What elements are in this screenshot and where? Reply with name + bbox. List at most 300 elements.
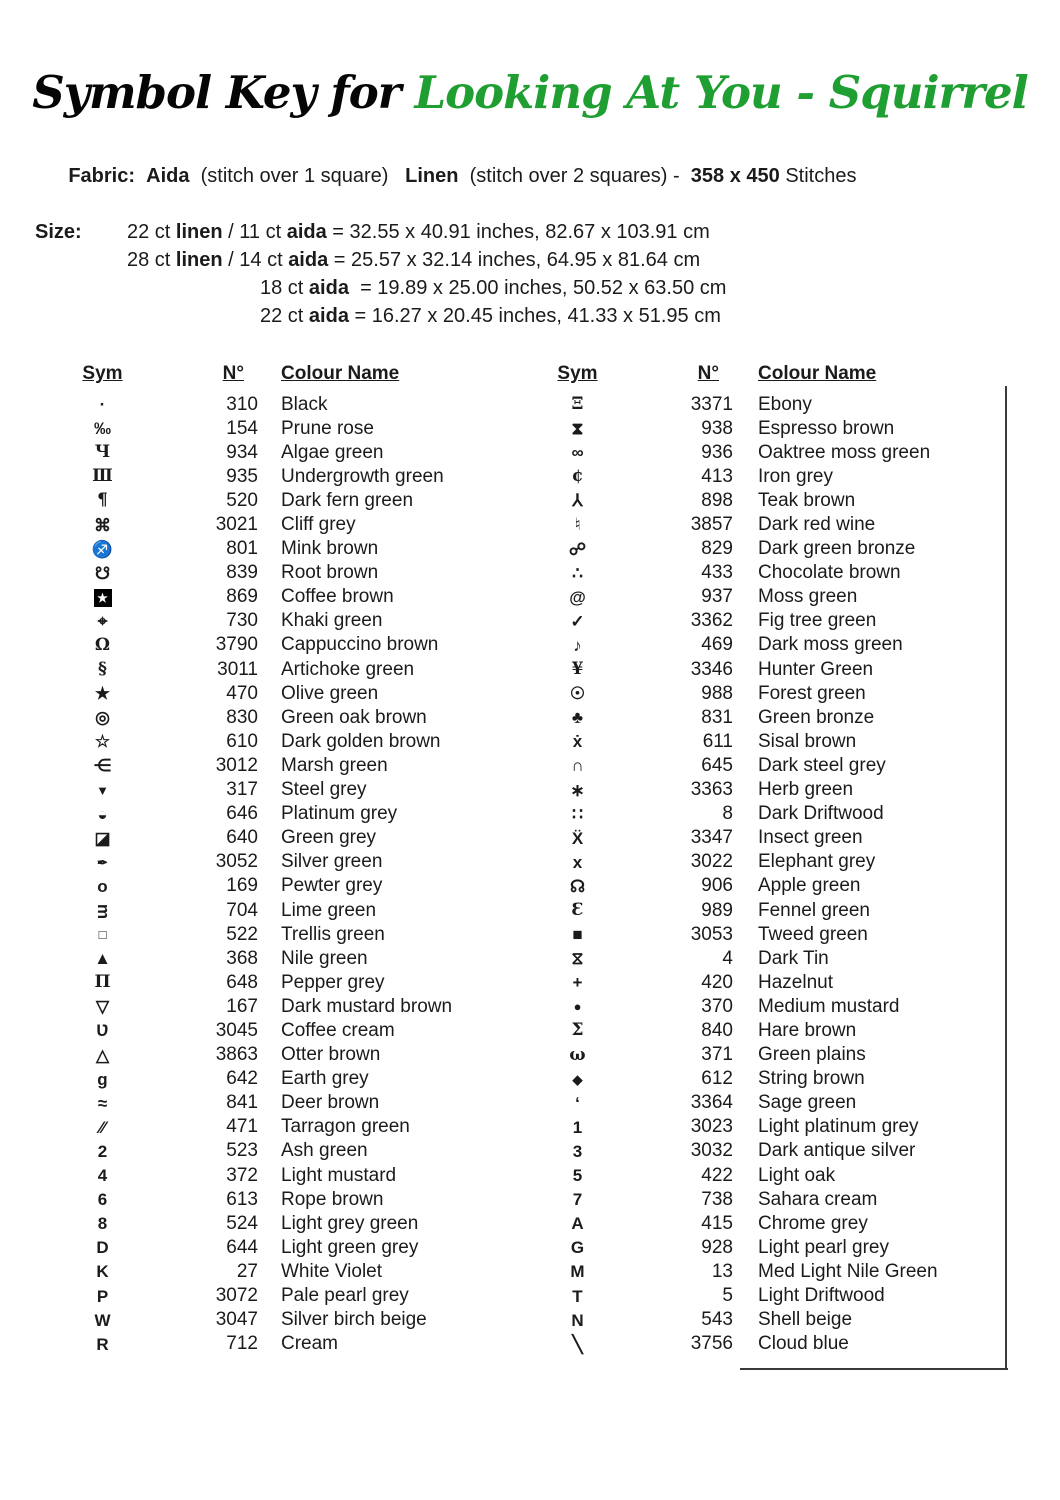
table-border-horizontal [740,1368,1008,1370]
colour-name-cell: Black [281,393,328,415]
number-cell: 3045 [215,1019,258,1041]
symbol-cell: § [98,659,107,680]
key-row [555,513,1007,537]
pattern-meta [35,134,1060,330]
key-row [555,923,1007,947]
colour-name-cell: Prune rose [281,417,374,439]
number-cell: 640 [226,827,258,849]
colour-name-cell: White Violet [281,1260,383,1282]
colour-name-cell: Hare brown [758,1019,857,1041]
symbol-cell: M [570,1262,585,1282]
number-cell: 371 [701,1044,733,1066]
column-header-sym: Sym [557,363,598,384]
key-row [555,393,1007,417]
symbol-cell: K [96,1262,109,1282]
colour-name-cell: Light grey green [281,1212,419,1234]
symbol-cell: ★ [94,684,111,704]
symbol-cell: △ [95,1045,110,1065]
number-cell: 611 [702,730,733,752]
number-cell: 3052 [215,851,258,873]
text-segment: 28 ct [127,248,176,271]
symbol-cell: ∗ [570,780,585,800]
key-rows-right [555,393,1007,1357]
symbol-cell: ◆ [572,1071,583,1087]
colour-name-cell: Green bronze [758,706,875,728]
size-line [127,274,1060,302]
symbol-cell: ♪ [573,635,582,655]
key-table-left [80,362,500,1357]
colour-name-cell: Rope brown [281,1188,384,1210]
key-row [80,706,500,730]
symbol-cell: ✒ [97,854,108,870]
colour-name-cell: Artichoke green [281,658,415,680]
symbol-cell: ∴ [572,563,583,583]
colour-name-cell: Green plains [758,1044,866,1066]
colour-name-cell: Oaktree moss green [758,441,931,463]
key-row [80,874,500,898]
number-cell: 422 [701,1164,733,1186]
colour-name-cell: Tweed green [758,923,868,945]
key-row [555,585,1007,609]
key-row [555,1164,1007,1188]
key-row [80,1260,500,1284]
key-row [555,898,1007,922]
number-cell: 3032 [690,1140,733,1162]
column-header-number: N° [222,362,244,384]
size-line [127,302,1060,330]
number-cell: 988 [701,682,733,704]
number-cell: 898 [701,489,733,511]
number-cell: 420 [701,971,733,993]
number-cell: 469 [701,634,733,656]
text-segment: = 19.89 x 25.00 inches, 50.52 x 63.50 cm [348,276,727,299]
symbol-cell: R [96,1334,109,1354]
colour-name-cell: Dark antique silver [758,1140,916,1162]
key-row [80,971,500,995]
number-cell: 829 [701,538,733,560]
number-cell: 5 [722,1285,733,1307]
number-cell: 3047 [215,1309,258,1331]
colour-name-cell: Forest green [758,682,866,704]
key-row [555,874,1007,898]
symbol-cell: ʻ [575,1093,580,1113]
key-row [555,1043,1007,1067]
key-row [555,417,1007,441]
number-cell: 935 [226,465,258,487]
symbol-cell: ¥ [571,659,584,680]
colour-name-cell: Cream [281,1333,339,1355]
colour-name-cell: Nile green [281,947,368,969]
number-cell: 413 [701,465,733,487]
colour-name-cell: Olive green [281,682,379,704]
text-segment: 22 ct [260,304,309,327]
colour-name-cell: Medium mustard [758,995,900,1017]
symbol-cell: ≈ [97,1093,108,1113]
symbol-cell: Ɛ [571,900,584,921]
key-row [80,1091,500,1115]
text-segment [135,165,146,187]
symbol-cell: ☆ [94,732,111,752]
key-row [80,1308,500,1332]
colour-name-cell: Light platinum grey [758,1116,919,1138]
symbol-cell: 7 [572,1190,583,1210]
key-row [80,754,500,778]
symbol-cell: W [94,1310,111,1330]
text-segment: = 16.27 x 20.45 inches, 41.33 x 51.95 cm [348,304,721,327]
number-cell: 3362 [690,610,733,632]
symbol-cell: ẋ [572,732,583,752]
key-row [80,850,500,874]
key-row [80,633,500,657]
symbol-cell: P [96,1286,109,1306]
colour-name-cell: Cappuccino brown [281,634,439,656]
key-row [80,513,500,537]
number-cell: 3011 [217,658,258,680]
number-cell: 370 [701,995,733,1017]
number-cell: 372 [226,1164,258,1186]
key-table-right [555,362,1007,1357]
text-segment: Linen [405,164,459,187]
number-cell: 648 [226,971,258,993]
colour-name-cell: Green grey [281,827,377,849]
key-row [555,658,1007,682]
colour-name-cell: Dark golden brown [281,730,441,752]
symbol-cell: A [571,1214,584,1234]
number-cell: 317 [226,779,258,801]
key-row [80,1139,500,1163]
symbol-cell: ∩ [571,756,584,776]
colour-name-cell: Fig tree green [758,610,877,632]
symbol-cell: ▽ [95,997,110,1017]
colour-name-cell: Teak brown [758,489,856,511]
colour-name-cell: Pepper grey [281,971,385,993]
key-row [555,971,1007,995]
key-row [80,995,500,1019]
number-cell: 3347 [690,827,733,849]
number-cell: 642 [226,1068,258,1090]
key-row [80,585,500,609]
colour-name-cell: Chrome grey [758,1212,868,1234]
text-segment: aida [308,276,349,299]
size-lines [127,218,1060,330]
number-cell: 3023 [690,1116,733,1138]
text-segment: aida [308,304,349,327]
number-cell: 167 [226,995,258,1017]
fabric-label: Fabric: [68,164,136,187]
key-row [555,754,1007,778]
symbol-cell: Ξ [571,394,584,415]
symbol-cell: ᴟ [97,901,108,921]
text-segment: Aida [146,164,190,187]
colour-name-cell: Apple green [758,875,861,897]
number-cell: 830 [226,706,258,728]
colour-name-cell: Chocolate brown [758,562,901,584]
key-row [555,1284,1007,1308]
number-cell: 523 [226,1140,258,1162]
colour-name-cell: Dark steel grey [758,754,886,776]
number-cell: 8 [722,803,733,825]
key-row [555,826,1007,850]
column-header-sym: Sym [82,363,123,384]
key-row [555,730,1007,754]
number-cell: 704 [226,899,258,921]
symbol-cell: G [570,1238,585,1258]
key-row [555,778,1007,802]
symbol-cell: 3 [572,1141,583,1161]
number-cell: 712 [226,1333,258,1355]
number-cell: 27 [236,1260,258,1282]
colour-name-cell: Root brown [281,562,379,584]
text-segment: 18 ct [260,276,309,299]
size-block [35,218,1060,330]
symbol-cell: Π [94,972,111,993]
key-row [80,441,500,465]
number-cell: 13 [711,1260,733,1282]
colour-name-cell: Coffee cream [281,1019,395,1041]
symbol-cell: ⌘ [94,515,111,535]
symbol-cell: Ʋ [96,1021,109,1041]
symbol-cell: 2 [97,1141,108,1161]
key-row [80,489,500,513]
number-cell: 644 [226,1236,258,1258]
number-cell: 3363 [690,779,733,801]
colour-name-cell: Tarragon green [281,1116,410,1138]
key-row [80,561,500,585]
colour-name-cell: Elephant grey [758,851,876,873]
symbol-cell: □ [98,927,107,943]
size-label: Size: [35,220,82,243]
colour-name-cell: Hunter Green [758,658,874,680]
colour-name-cell: Hazelnut [758,971,833,993]
colour-name-cell: Ash green [281,1140,368,1162]
colour-name-cell: Otter brown [281,1044,381,1066]
symbol-cell: ‰ [94,419,111,439]
fabric-line [35,134,1060,218]
colour-name-cell: Dark Tin [758,947,829,969]
key-row [555,1332,1007,1356]
symbol-cell: ◒ [97,804,108,824]
key-row [555,1188,1007,1212]
symbol-cell: x [572,852,583,872]
colour-name-cell: Deer brown [281,1092,380,1114]
symbol-cell: ⋲ [94,756,111,776]
symbol-cell: Ω [94,634,111,655]
colour-name-cell: Fennel green [758,899,870,921]
colour-name-cell: Dark fern green [281,489,414,511]
column-header-colour-name: Colour Name [281,362,400,384]
number-cell: 3346 [690,658,733,680]
number-cell: 730 [226,610,258,632]
symbol-cell: ♮ [574,514,581,535]
colour-name-cell: Dark mustard brown [281,995,453,1017]
key-row [80,802,500,826]
number-cell: 3857 [690,514,733,536]
symbol-cell: ♣ [571,708,584,728]
number-cell: 645 [701,754,733,776]
key-rows-left [80,393,500,1357]
key-row [80,1236,500,1260]
colour-name-cell: Light pearl grey [758,1236,889,1258]
symbol-cell: N [571,1310,584,1330]
symbol-cell: 6 [97,1190,108,1210]
key-row [80,609,500,633]
key-row [555,441,1007,465]
colour-name-cell: Pale pearl grey [281,1285,409,1307]
symbol-cell: ■ [572,925,583,945]
colour-name-cell: String brown [758,1068,865,1090]
key-row [80,826,500,850]
colour-name-cell: Lime green [281,899,377,921]
text-segment: (stitch over 2 squares) - [458,164,691,187]
colour-name-cell: Khaki green [281,610,383,632]
number-cell: 3790 [215,634,258,656]
number-cell: 3756 [690,1333,733,1355]
symbol-cell: Ẍ [571,828,584,848]
number-cell: 840 [701,1019,733,1041]
number-cell: 4 [722,947,733,969]
number-cell: 831 [701,706,733,728]
colour-name-cell: Dark Driftwood [758,803,884,825]
number-cell: 801 [226,538,258,560]
key-row [555,995,1007,1019]
symbol-cell: 4 [97,1166,108,1186]
colour-name-cell: Silver green [281,851,383,873]
colour-name-cell: Shell beige [758,1309,853,1331]
number-cell: 154 [226,417,258,439]
colour-name-cell: Mink brown [281,538,379,560]
number-cell: 938 [701,417,733,439]
text-segment: aida [286,220,327,243]
key-row [555,489,1007,513]
symbol-cell: ⅄ [572,491,583,511]
number-cell: 3863 [215,1044,258,1066]
colour-name-cell: Herb green [758,779,854,801]
key-row [555,1115,1007,1139]
key-row [80,898,500,922]
symbol-cell: ● [573,999,582,1015]
colour-name-cell: Undergrowth green [281,465,444,487]
number-cell: 520 [226,489,258,511]
symbol-cell: ∞ [571,443,584,463]
key-row [80,1019,500,1043]
colour-name-cell: Earth grey [281,1068,369,1090]
colour-name-cell: Espresso brown [758,417,895,439]
number-cell: 3053 [690,923,733,945]
number-cell: 612 [701,1068,733,1090]
table-header-row [80,362,500,386]
symbol-cell: ω [569,1044,586,1065]
number-cell: 610 [226,730,258,752]
page-title [0,68,1060,118]
number-cell: 839 [226,562,258,584]
colour-name-cell: Green oak brown [281,706,427,728]
key-row [80,778,500,802]
key-row [555,802,1007,826]
symbol-cell: + [572,973,583,993]
symbol-cell: 5 [572,1166,583,1186]
colour-name-cell: Light mustard [281,1164,397,1186]
symbol-cell: ▼ [96,782,109,798]
key-row [555,1091,1007,1115]
number-cell: 937 [701,586,733,608]
title-prefix: Symbol Key for [32,66,401,119]
key-row [80,1067,500,1091]
colour-name-cell: Pewter grey [281,875,383,897]
colour-name-cell: Light oak [758,1164,836,1186]
key-row [80,730,500,754]
number-cell: 470 [226,682,258,704]
size-line [127,246,1060,274]
colour-name-cell: Cloud blue [758,1333,849,1355]
key-row [555,706,1007,730]
colour-name-cell: Coffee brown [281,586,394,608]
symbol-cell: ☋ [94,563,111,583]
colour-name-cell: Silver birch beige [281,1309,427,1331]
symbol-cell: D [96,1238,109,1258]
colour-name-cell: Dark green bronze [758,538,916,560]
key-row [80,1284,500,1308]
boxed-symbol: ★ [94,589,112,607]
text-segment: (stitch over 1 square) [189,164,406,187]
colour-name-cell: Light green grey [281,1236,419,1258]
colour-name-cell: Cliff grey [281,514,356,536]
symbol-cell: ¢ [571,466,584,487]
column-header-colour-name: Colour Name [758,362,877,384]
symbol-cell: ∷ [572,804,583,824]
key-row [555,947,1007,971]
key-row [555,1236,1007,1260]
table-border-vertical [1005,386,1007,1370]
colour-name-cell: Marsh green [281,754,388,776]
text-segment: / 11 ct [222,220,287,243]
symbol-cell: ¶ [97,490,108,511]
number-cell: 3021 [215,514,258,536]
key-row [80,393,500,417]
symbol-cell: g [97,1069,108,1089]
colour-name-cell: Moss green [758,586,858,608]
colour-name-cell: Ebony [758,393,812,415]
title-pattern-name: Looking At You - Squirrel [414,66,1028,119]
number-cell: 3022 [690,851,733,873]
symbol-cell: 1 [572,1117,583,1137]
number-cell: 522 [226,923,258,945]
text-segment: aida [288,248,329,271]
symbol-cell [80,588,125,607]
number-cell: 524 [226,1212,258,1234]
symbol-cell: ⧗ [571,419,584,439]
key-row [555,850,1007,874]
key-row [555,1308,1007,1332]
text-segment: 22 ct [127,220,176,243]
number-cell: 368 [226,947,258,969]
colour-name-cell: Sahara cream [758,1188,878,1210]
symbol-cell: ♐ [91,539,114,559]
symbol-cell: · [99,395,106,415]
text-segment: 358 x 450 [690,164,780,187]
number-cell: 738 [701,1188,733,1210]
number-cell: 543 [701,1309,733,1331]
colour-name-cell: Trellis green [281,923,385,945]
key-row [80,1188,500,1212]
number-cell: 646 [226,803,258,825]
number-cell: 471 [226,1116,258,1138]
number-cell: 841 [226,1092,258,1114]
key-row [80,1212,500,1236]
key-row [555,633,1007,657]
colour-name-cell: Sisal brown [758,730,857,752]
key-row [555,1260,1007,1284]
number-cell: 433 [701,562,733,584]
